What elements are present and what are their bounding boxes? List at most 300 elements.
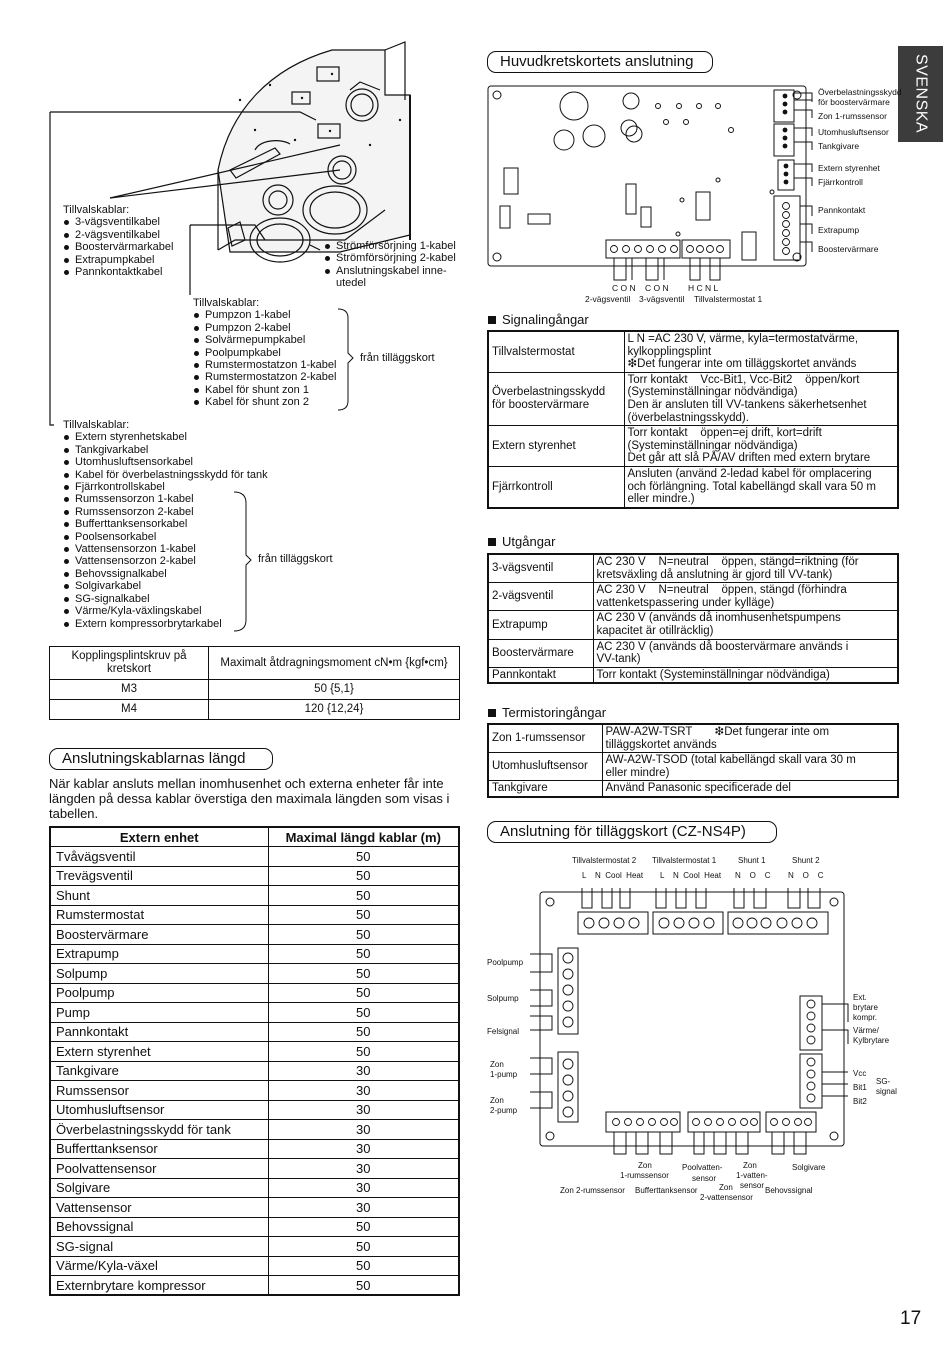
table-cell: M3 (50, 680, 209, 700)
table-cell (268, 1042, 459, 1062)
table-cell (268, 866, 459, 886)
cell-line: Torr kontakt öppen=ej drift, kort=drift (627, 427, 822, 440)
cell-text: Behovssignal (56, 1219, 134, 1235)
cell-line: Använd Panasonic specificerade del (605, 782, 791, 795)
table-cell (268, 1237, 459, 1257)
table-cell (268, 905, 459, 925)
list-item: Extrapumpkabel (63, 254, 213, 266)
table-cell (268, 925, 459, 945)
table-row (50, 1139, 459, 1159)
main-board-title: Huvudkretskortets anslutning (487, 51, 713, 73)
table-row (50, 1198, 459, 1218)
table-row (50, 1256, 459, 1276)
cell-text: Extern styrenhet (492, 439, 576, 452)
table-cell (268, 1217, 459, 1237)
board-pins: C O N (645, 283, 669, 293)
table-cell (488, 639, 593, 667)
table-cell (268, 944, 459, 964)
output-table (487, 553, 899, 684)
length-table-body (50, 847, 459, 1296)
list-item: Tankgivarkabel (63, 444, 293, 456)
group1-title: Tillvalskablar: (63, 204, 130, 216)
table-cell (50, 1003, 268, 1023)
list-item: Extern kompressorbrytarkabel (63, 618, 293, 630)
addon-label: Felsignal (487, 1027, 520, 1036)
addon-label: Tillvalstermostat 2 (572, 856, 637, 865)
addon-label: Zon (719, 1183, 733, 1192)
cell-line: eller mindre.) (627, 493, 695, 506)
addon-label: Vcc (853, 1069, 867, 1078)
cell-line: Torr kontakt Vcc-Bit1, Vcc-Bit2 öppen/kort (627, 373, 860, 386)
cell-line: AC 230 V (används då boostervärmare används i (596, 640, 849, 653)
addon-label: sensor (740, 1181, 765, 1190)
cell-text: Tankgivare (56, 1063, 119, 1079)
addon-label: 1-rumssensor (620, 1171, 669, 1180)
group2-brace (336, 308, 356, 412)
board-label: Överbelastningsskydd (818, 87, 902, 97)
addon-label: Zon (490, 1096, 504, 1105)
table-row (488, 554, 898, 583)
table-cell (50, 847, 268, 867)
cell-text: Boostervärmare (492, 646, 574, 659)
cell-text: 50 (356, 965, 371, 981)
cell-text: Pannkontakt (56, 1024, 129, 1040)
cell-text: Bufferttanksensor (56, 1141, 158, 1157)
length-header-2: Maximal längd kablar (m) (268, 827, 459, 847)
table-cell (488, 426, 624, 467)
thermistor-title: Termistoringångar (488, 706, 606, 720)
table-cell (50, 1217, 268, 1237)
addon-label: 1-vatten- (736, 1171, 768, 1180)
cell-text: 30 (356, 1141, 371, 1157)
list-item: Bufferttanksensorkabel (63, 518, 293, 530)
addon-label: Bit1 (853, 1083, 867, 1092)
table-row (50, 1061, 459, 1081)
table-row (488, 667, 898, 683)
table-cell (268, 847, 459, 867)
addon-pins: L N Cool Heat (582, 871, 644, 880)
cell-text: 50 (356, 926, 371, 942)
table-cell (268, 1061, 459, 1081)
table-row (50, 1237, 459, 1257)
table-cell (50, 866, 268, 886)
cell-text: Rumstermostat (56, 907, 145, 923)
list-item: Extern styrenhetskabel (63, 431, 293, 443)
list-item: Rumstermostatzon 2-kabel (193, 371, 353, 383)
table-cell (268, 1081, 459, 1101)
cell-text: 50 (356, 1219, 371, 1235)
board-label: för boostervärmare (818, 97, 890, 107)
list-item: Kabel för shunt zon 2 (193, 396, 353, 408)
list-item: Fjärrkontrollskabel (63, 481, 293, 493)
cell-text: 3-vägsventil (492, 562, 554, 575)
addon-pins: N O C (735, 871, 771, 880)
table-cell (488, 611, 593, 639)
addon-label: Zon (743, 1161, 757, 1170)
list-item: Solgivarkabel (63, 580, 293, 592)
cell-line: Det går att slå PÅ/AV driften med extern brytare (627, 452, 871, 465)
power-list-cont: utedel (336, 277, 366, 290)
table-row (50, 1217, 459, 1237)
cell-text: Externbrytare kompressor (56, 1277, 206, 1293)
table-cell (624, 331, 898, 372)
power-list (324, 240, 469, 277)
torque-header-1: Kopplingsplintskruv på kretskort (50, 647, 209, 680)
cell-text: 50 (356, 1277, 371, 1293)
cell-text: 30 (356, 1102, 371, 1118)
list-item: 3-vägsventilkabel (63, 216, 213, 228)
group2-title: Tillvalskablar: (193, 297, 260, 309)
cell-line: AC 230 V N=neutral öppen, stängd=riktning (för (596, 556, 859, 568)
table-row (50, 847, 459, 867)
cell-text: Fjärrkontroll (492, 480, 553, 493)
list-item: Poolpumpkabel (193, 347, 353, 359)
table-cell (268, 1022, 459, 1042)
torque-header-2: Maximalt åtdragningsmoment cN•m {kgf•cm} (209, 647, 460, 680)
list-item: Pumpzon 2-kabel (193, 322, 353, 334)
table-cell (488, 753, 602, 781)
table-cell (624, 372, 898, 425)
table-cell (50, 1159, 268, 1179)
table-cell (50, 1022, 268, 1042)
table-cell: 50 {5,1} (209, 680, 460, 700)
table-row (50, 1042, 459, 1062)
table-cell (624, 466, 898, 507)
addon-label: Zon 2-rumssensor (560, 1186, 625, 1195)
addon-label: Bufferttanksensor (635, 1186, 698, 1195)
cell-text: Tvåvägsventil (56, 848, 136, 864)
cell-text: Överbelastningsskydd för boostervärmare (492, 386, 606, 411)
cell-text: Shunt (56, 887, 90, 903)
cell-text: Solpump (56, 965, 108, 981)
cell-text: 50 (356, 1258, 371, 1274)
addon-label: brytare (853, 1003, 878, 1012)
list-item: Kabel för shunt zon 1 (193, 384, 353, 396)
list-item: SG-signalkabel (63, 593, 293, 605)
cell-text: 50 (356, 1004, 371, 1020)
addon-label: Tillvalstermostat 1 (652, 856, 717, 865)
cell-text: 30 (356, 1160, 371, 1176)
torque-table (49, 646, 460, 720)
cell-text: 50 (356, 848, 371, 864)
board-label: 3-vägsventil (639, 294, 685, 304)
table-row (50, 1120, 459, 1140)
table-cell (50, 1178, 268, 1198)
cell-text: SG-signal (56, 1238, 114, 1254)
cell-line: Ansluten (använd 2-ledad kabel för omplacering (627, 467, 872, 480)
list-item: Boostervärmarkabel (63, 241, 213, 253)
list-item: Pumpzon 1-kabel (193, 309, 353, 321)
table-cell (50, 905, 268, 925)
table-cell (593, 639, 898, 667)
addon-label: Poolvatten- (682, 1163, 723, 1172)
list-item: Kabel för överbelastningsskydd för tank (63, 469, 293, 481)
table-row (50, 1178, 459, 1198)
cell-text: 50 (356, 1024, 371, 1040)
board-label: Zon 1-rumssensor (818, 111, 887, 121)
table-cell (593, 611, 898, 639)
cell-text: 50 (356, 868, 371, 884)
cell-text: Trevägsventil (56, 868, 133, 884)
table-cell (50, 1120, 268, 1140)
list-item: Strömförsörjning 2-kabel (324, 252, 469, 264)
table-cell (488, 331, 624, 372)
board-label: Pannkontakt (818, 205, 866, 215)
table-row (50, 983, 459, 1003)
addon-label: 2-pump (490, 1106, 518, 1115)
addon-label: signal (876, 1087, 897, 1096)
cell-text: Poolvattensensor (56, 1160, 157, 1176)
table-row (50, 1159, 459, 1179)
addon-label: Shunt 1 (738, 856, 766, 865)
table-cell (50, 1042, 268, 1062)
table-cell (268, 1100, 459, 1120)
table-cell (268, 1120, 459, 1140)
list-item: 2-vägsventilkabel (63, 229, 213, 241)
table-cell (488, 781, 602, 797)
list-item: Vattensensorzon 1-kabel (63, 543, 293, 555)
table-cell (50, 1061, 268, 1081)
addon-label: Solpump (487, 994, 519, 1003)
cell-line: AC 230 V (används då inomhusenhetspumpens (596, 612, 841, 625)
length-table (49, 826, 460, 1296)
table-cell (593, 667, 898, 683)
group3-note: från tilläggskort (258, 553, 333, 565)
board-label: Utomhusluftsensor (818, 127, 889, 137)
table-row (50, 1100, 459, 1120)
cell-text: Poolpump (56, 985, 115, 1001)
addon-label: Ext. (853, 993, 867, 1002)
board-label: Boostervärmare (818, 244, 879, 254)
table-cell (50, 1100, 268, 1120)
table-row (50, 1276, 459, 1296)
addon-label: Solgivare (792, 1163, 826, 1172)
addon-label: 2-vattensensor (700, 1193, 753, 1202)
length-section-title: Anslutningskablarnas längd (49, 748, 273, 770)
output-title: Utgångar (488, 535, 555, 549)
list-item: Rumssensorzon 1-kabel (63, 493, 293, 505)
group3-list (63, 431, 293, 630)
cell-line: Den är ansluten till VV-tankens säkerhetsenhet (627, 398, 867, 411)
table-cell (268, 1159, 459, 1179)
table-row (488, 781, 898, 797)
cell-line: VV-tank) (596, 653, 641, 666)
board-label: Fjärrkontroll (818, 177, 863, 187)
table-cell (593, 554, 898, 583)
board-label: Extern styrenhet (818, 163, 880, 173)
addon-label: kompr. (853, 1013, 878, 1022)
table-cell (488, 466, 624, 507)
cell-text: Överbelastningsskydd för tank (56, 1121, 231, 1137)
cell-line: AC 230 V N=neutral öppen, stängd (förhindra (596, 584, 847, 597)
table-cell (268, 1256, 459, 1276)
group3-brace (232, 491, 252, 633)
cell-text: Extrapump (56, 946, 119, 962)
list-item: Vattensensorzon 2-kabel (63, 555, 293, 567)
table-row (50, 1022, 459, 1042)
addon-label: sensor (692, 1174, 717, 1183)
list-item: Anslutningskabel inne- (324, 265, 469, 277)
cell-line: (Systeminställningar nödvändiga) (627, 386, 798, 399)
cell-text: 2-vägsventil (492, 590, 554, 603)
length-header-1: Extern enhet (50, 827, 268, 847)
list-item: Pannkontaktkabel (63, 266, 213, 278)
list-item: Strömförsörjning 1-kabel (324, 240, 469, 252)
table-cell: 120 {12,24} (209, 700, 460, 720)
table-cell (268, 1276, 459, 1296)
cell-text: 50 (356, 946, 371, 962)
table-row (50, 905, 459, 925)
cell-text: Värme/Kyla-växel (56, 1258, 158, 1274)
table-cell (268, 1139, 459, 1159)
board-label: 2-vägsventil (585, 294, 631, 304)
cell-text: 50 (356, 907, 371, 923)
cell-text: Tillvalstermostat (492, 345, 575, 358)
addon-pins: L N Cool Heat (660, 871, 722, 880)
table-row (50, 866, 459, 886)
language-tab: SVENSKA (898, 46, 943, 142)
cell-text: Boostervärmare (56, 926, 149, 942)
cell-text: 30 (356, 1063, 371, 1079)
cell-line: kretsväxling då anslutning är gjord till VV-tank) (596, 568, 833, 581)
list-item: Utomhusluftsensorkabel (63, 456, 293, 468)
table-cell (268, 983, 459, 1003)
table-cell (268, 1003, 459, 1023)
cell-text: Utomhusluftsensor (56, 1102, 165, 1118)
addon-pins: N O C (788, 871, 824, 880)
board-label: Tillvalstermostat 1 (694, 294, 763, 304)
table-row (50, 944, 459, 964)
table-row (50, 964, 459, 984)
cell-line: PAW-A2W-TSRT ❇Det fungerar inte om (605, 726, 830, 738)
page-number: 17 (900, 1308, 922, 1329)
table-row (488, 331, 898, 372)
addon-label: Zon (638, 1161, 652, 1170)
table-row (488, 583, 898, 611)
list-item: Rumstermostatzon 1-kabel (193, 359, 353, 371)
table-row (488, 372, 898, 425)
cell-line: kapacitet är otillräcklig) (596, 624, 714, 637)
table-cell (268, 1198, 459, 1218)
group3-title: Tillvalskablar: (63, 419, 130, 431)
addon-label: Bit2 (853, 1097, 867, 1106)
table-cell (268, 964, 459, 984)
table-row (488, 724, 898, 753)
board-pins: C O N (612, 283, 636, 293)
table-cell (488, 724, 602, 753)
table-cell (50, 1198, 268, 1218)
table-row (50, 886, 459, 906)
cell-text: 50 (356, 1238, 371, 1254)
group1-list (63, 216, 213, 278)
cell-text: Rumssensor (56, 1082, 129, 1098)
list-item: Rumssensorzon 2-kabel (63, 506, 293, 518)
cell-text: Pannkontakt (492, 668, 556, 681)
table-cell (50, 1237, 268, 1257)
cell-text: Utomhusluftsensor (492, 760, 588, 773)
group2-list (193, 309, 353, 408)
addon-label: 1-pump (490, 1070, 518, 1079)
cell-text: Tankgivare (492, 782, 548, 795)
table-row (50, 1003, 459, 1023)
cell-line: eller mindre) (605, 766, 670, 779)
list-item: Poolsensorkabel (63, 531, 293, 543)
cell-text: Extrapump (492, 618, 548, 631)
group2-note: från tilläggskort (360, 352, 435, 364)
thermistor-table (487, 723, 899, 798)
addon-label: Zon (490, 1060, 504, 1069)
addon-label: Kylbrytare (853, 1036, 890, 1045)
table-row (488, 466, 898, 507)
table-row (488, 753, 898, 781)
signal-title: Signalingångar (488, 313, 589, 327)
cell-line: AW-A2W-TSOD (total kabellängd skall vara 30 m (605, 754, 856, 767)
cell-text: Zon 1-rumssensor (492, 732, 586, 745)
signal-table (487, 330, 899, 509)
cell-line: L N =AC 230 V, värme, kyla=termostatvärme, (627, 333, 859, 345)
table-row (488, 611, 898, 639)
table-cell (50, 925, 268, 945)
cell-line: vattenketspassering under kylläge) (596, 596, 775, 609)
table-cell (488, 667, 593, 683)
cell-text: Pump (56, 1004, 90, 1020)
cell-text: 30 (356, 1199, 371, 1215)
table-cell (268, 886, 459, 906)
cell-text: Extern styrenhet (56, 1043, 151, 1059)
table-cell (50, 1276, 268, 1296)
table-cell (488, 583, 593, 611)
table-cell (50, 964, 268, 984)
cell-text: 50 (356, 1043, 371, 1059)
addon-board-diagram (486, 880, 866, 1190)
addon-label: Värme/ (853, 1026, 879, 1035)
length-intro: När kablar ansluts mellan inomhusenhet och externa enheter får inte längden på dessa kablar överstiga den maximala längden som visas i tabellen. (49, 776, 450, 821)
board-label: Extrapump (818, 225, 860, 235)
table-cell (50, 944, 268, 964)
cell-text: Solgivare (56, 1180, 111, 1196)
table-cell (488, 372, 624, 425)
cell-line: och förlängning. Total kabellängd skall vara 50 m (627, 480, 876, 493)
addon-label: Shunt 2 (792, 856, 820, 865)
addon-label: SG- (876, 1077, 891, 1086)
table-cell (268, 1178, 459, 1198)
table-cell (50, 1256, 268, 1276)
board-pins: H C N L (688, 283, 719, 293)
table-row (488, 426, 898, 467)
cell-line: tilläggskortet används (605, 738, 717, 751)
table-row (50, 1081, 459, 1101)
cell-line: (Systeminställningar nödvändiga) (627, 439, 798, 452)
table-cell (602, 781, 898, 797)
addon-title: Anslutning för tilläggskort (CZ-NS4P) (487, 821, 777, 843)
table-cell (593, 583, 898, 611)
cell-line: ❇Det fungerar inte om tilläggskortet används (627, 358, 857, 371)
cell-text: Vattensensor (56, 1199, 132, 1215)
table-row (50, 925, 459, 945)
cell-text: 30 (356, 1180, 371, 1196)
table-cell (50, 983, 268, 1003)
cell-text: 50 (356, 887, 371, 903)
table-cell (488, 554, 593, 583)
list-item: Behovssignalkabel (63, 568, 293, 580)
list-item: Värme/Kyla-växlingskabel (63, 605, 293, 617)
table-cell (50, 1139, 268, 1159)
table-cell (602, 753, 898, 781)
table-cell (50, 886, 268, 906)
cell-text: 30 (356, 1082, 371, 1098)
cell-line: kylkopplingsplint (627, 345, 712, 358)
cell-line: Torr kontakt (Systeminställningar nödvändiga) (596, 668, 830, 681)
